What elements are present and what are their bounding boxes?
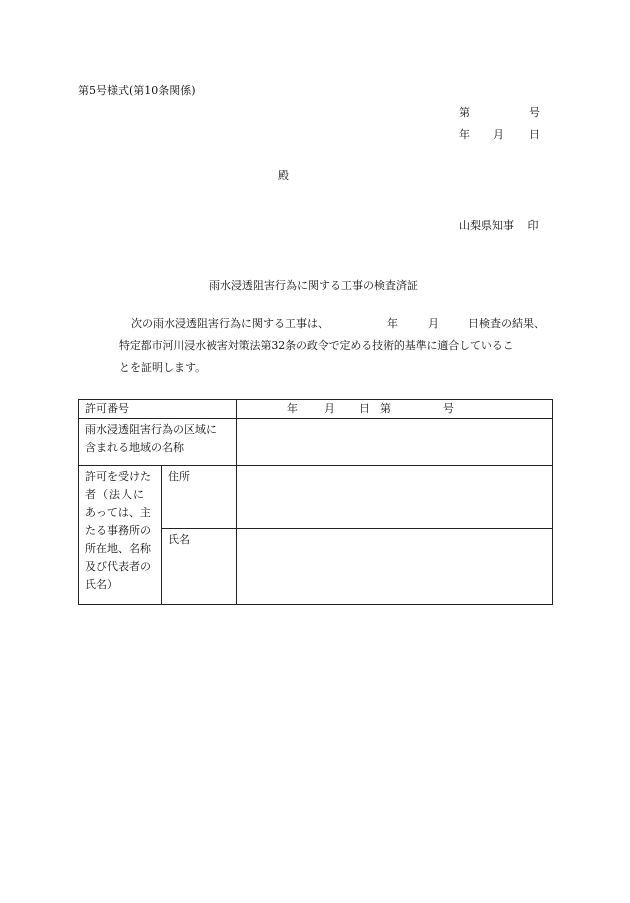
addressee-honorific: 殿 (278, 169, 289, 182)
permit-no-suffix: 号 (443, 402, 454, 415)
permit-number-value-cell (237, 400, 553, 419)
document-title: 雨水浸透阻害行為に関する工事の検査済証 (209, 279, 418, 292)
holder-label-line-3: あっては、主 (85, 506, 151, 519)
holder-label-line-2: 者（法人に (85, 488, 145, 501)
permit-month: 月 (324, 402, 335, 415)
address-value-cell (237, 466, 553, 529)
permit-year: 年 (287, 402, 298, 415)
area-row (79, 419, 553, 466)
body-line-1-month: 月 (428, 317, 439, 330)
document-number (459, 104, 541, 118)
body-line-1-year: 年 (387, 317, 398, 330)
permit-day: 日 (359, 402, 370, 415)
date-year: 年 (459, 128, 470, 141)
certificate-table (78, 399, 553, 605)
name-label: 氏名 (168, 533, 190, 546)
date-month: 月 (493, 128, 504, 141)
number-prefix: 第 (459, 106, 470, 119)
body-line-3: とを証明します。 (119, 361, 207, 374)
form-label: 第5号様式(第10条関係) (78, 84, 196, 97)
holder-label-line-6: 及び代表者の (85, 560, 151, 573)
date-day: 日 (529, 128, 540, 141)
number-suffix: 号 (529, 106, 540, 119)
issuer (459, 219, 539, 233)
address-label: 住所 (168, 470, 190, 483)
permit-number-row (79, 400, 553, 419)
issue-date (459, 126, 541, 140)
holder-label-line-1: 許可を受けた (85, 470, 151, 483)
body-line-1-text: 次の雨水浸透阻害行為に関する工事は、 (131, 317, 329, 330)
body-line-1-day: 日検査の結果、 (468, 317, 545, 330)
address-label-cell (162, 466, 237, 529)
permit-number-label: 許可番号 (85, 402, 129, 415)
holder-label-line-7: 氏名） (85, 578, 118, 591)
holder-address-row (79, 466, 553, 529)
body-line-2: 特定都市河川浸水被害対策法第32条の政令で定める技術的基準に適合しているこ (119, 339, 514, 352)
permit-no-prefix: 第 (380, 402, 391, 415)
area-label-line-1: 雨水浸透阻害行為の区域に (85, 423, 217, 436)
area-value-cell (237, 419, 553, 466)
holder-label-line-4: たる事務所の (85, 524, 151, 537)
permit-number-label-cell (79, 400, 237, 419)
holder-label-line-5: 所在地、名称 (85, 542, 151, 555)
area-label-cell (79, 419, 237, 466)
holder-label-cell (79, 466, 162, 605)
name-value-cell (237, 529, 553, 605)
area-label-line-2: 含まれる地域の名称 (85, 441, 184, 454)
name-label-cell (162, 529, 237, 605)
issuer-seal: 印 (527, 219, 539, 232)
issuer-name: 山梨県知事 (459, 219, 514, 232)
